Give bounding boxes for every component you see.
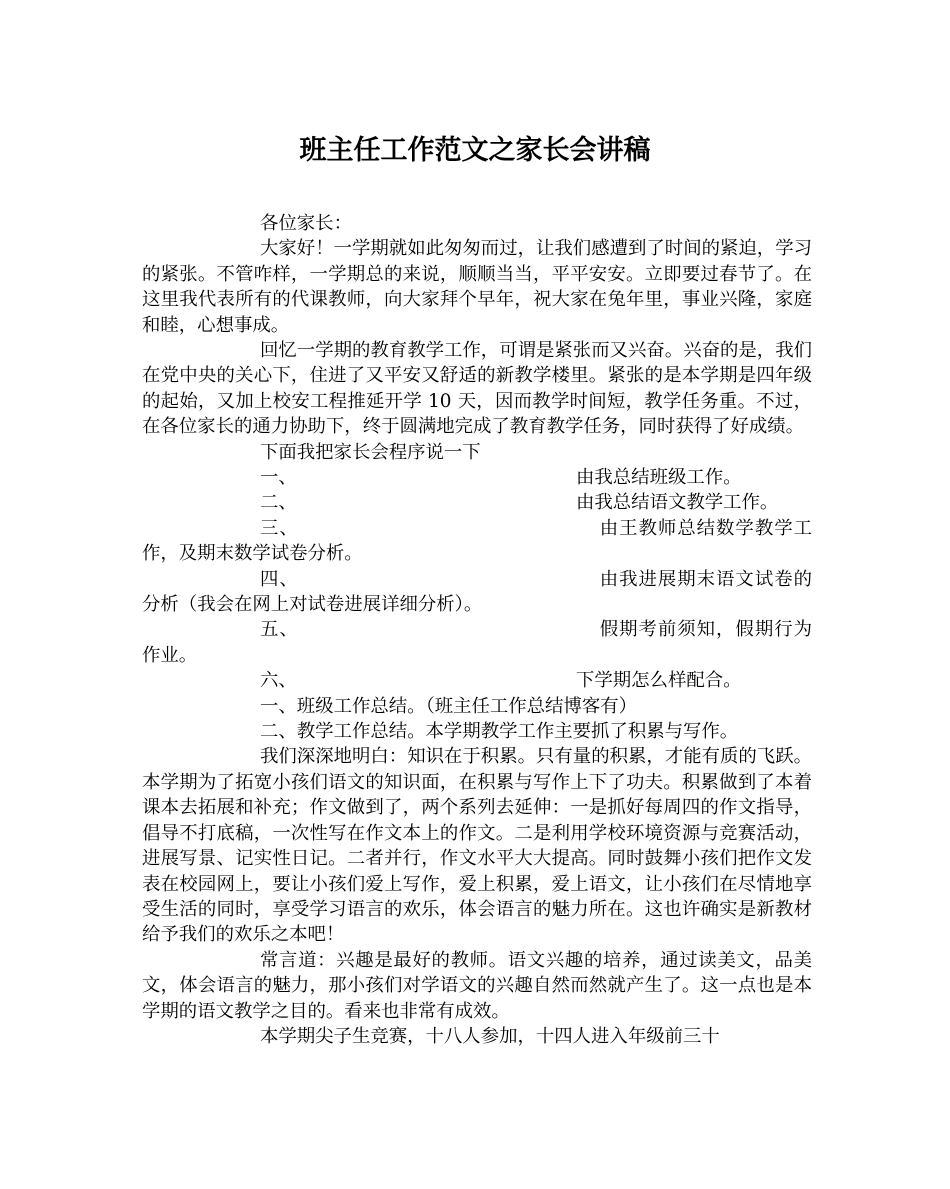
agenda-text: 下学期怎么样配合。 bbox=[576, 670, 742, 692]
paragraph-competition: 本学期尖子生竞赛，十八人参加，十四人进入年级前三十 bbox=[260, 1025, 720, 1047]
section-heading-class-work: 一、班级工作总结。（班主任工作总结博客有） bbox=[260, 695, 638, 717]
agenda-number: 二、 bbox=[260, 492, 297, 514]
document-body bbox=[142, 211, 812, 1049]
agenda-number: 四、 bbox=[260, 568, 299, 590]
agenda-item bbox=[142, 490, 812, 515]
agenda-text: 假期考前须知，假期行为作业。 bbox=[142, 619, 812, 666]
agenda-item bbox=[142, 465, 812, 490]
page-title: 班主任工作范文之家长会讲稿 bbox=[299, 135, 651, 166]
paragraph-agenda-intro: 下面我把家长会程序说一下 bbox=[260, 441, 481, 463]
agenda-number: 六、 bbox=[260, 670, 297, 692]
agenda-number: 五、 bbox=[260, 619, 299, 641]
agenda-text: 由我总结班级工作。 bbox=[576, 467, 742, 489]
agenda-item bbox=[142, 617, 812, 668]
paragraph-greeting: 大家好！一学期就如此匆匆而过，让我们感遭到了时间的紧迫，学习的紧张。不管咋样，一学期总的来说，顺顺当当，平平安安。立即要过春节了。在这里我代表所有的代课教师，向大家拜个早年，祝大家在兔年里，事业兴隆，家庭和睦，心想事成。 bbox=[142, 238, 812, 336]
agenda-item bbox=[142, 567, 812, 618]
agenda-number: 三、 bbox=[260, 517, 299, 539]
salutation: 各位家长： bbox=[260, 213, 352, 234]
agenda-text: 由我总结语文教学工作。 bbox=[576, 492, 779, 514]
paragraph-accumulation: 我们深深地明白：知识在于积累。只有量的积累，才能有质的飞跃。本学期为了拓宽小孩们语文的知识面，在积累与写作上下了功夫。积累做到了本着课本去拓展和补充；作文做到了，两个系列去延伸：一是抓好每周四的作文指导，倡导不打底稿，一次性写在作文本上的作文。二是利用学校环境资源与竞赛活动，进展写景、记实性日记。二者并行，作文水平大大提高。同时鼓舞小孩们把作文发表在校园网上，要让小孩们爱上写作，爱上积累，爱上语文，让小孩们在尽情地享受生活的同时，享受学习语言的欢乐，体会语言的魅力所在。这也许确实是新教材给予我们的欢乐之本吧！ bbox=[142, 746, 812, 946]
agenda-number: 一、 bbox=[260, 467, 297, 489]
paragraph-interest: 常言道：兴趣是最好的教师。语文兴趣的培养，通过读美文，品美文，体会语言的魅力，那小孩们对学语文的兴趣自然而然就产生了。这一点也是本学期的语文教学之目的。看来也非常有成效。 bbox=[142, 949, 812, 1022]
agenda-item bbox=[142, 668, 812, 693]
paragraph-review: 回忆一学期的教育教学工作，可谓是紧张而又兴奋。兴奋的是，我们在党中央的关心下，住进了又平安又舒适的新教学楼里。紧张的是本学期是四年级的起始，又加上校安工程推延开学 10 天，因而教学时间短，教学任务重。不过，在各位家长的通力协助下，终于圆满地完成了教育教学任务，同时获得了好成绩。 bbox=[142, 340, 812, 438]
agenda-text: 由我进展期末语文试卷的分析（我会在网上对试卷进展详细分析）。 bbox=[142, 568, 812, 616]
agenda-item bbox=[142, 516, 812, 567]
agenda-text: 由王教师总结数学教学工作，及期末数学试卷分析。 bbox=[142, 517, 812, 565]
section-heading-teaching-work: 二、教学工作总结。本学期教学工作主要抓了积累与写作。 bbox=[260, 721, 739, 743]
